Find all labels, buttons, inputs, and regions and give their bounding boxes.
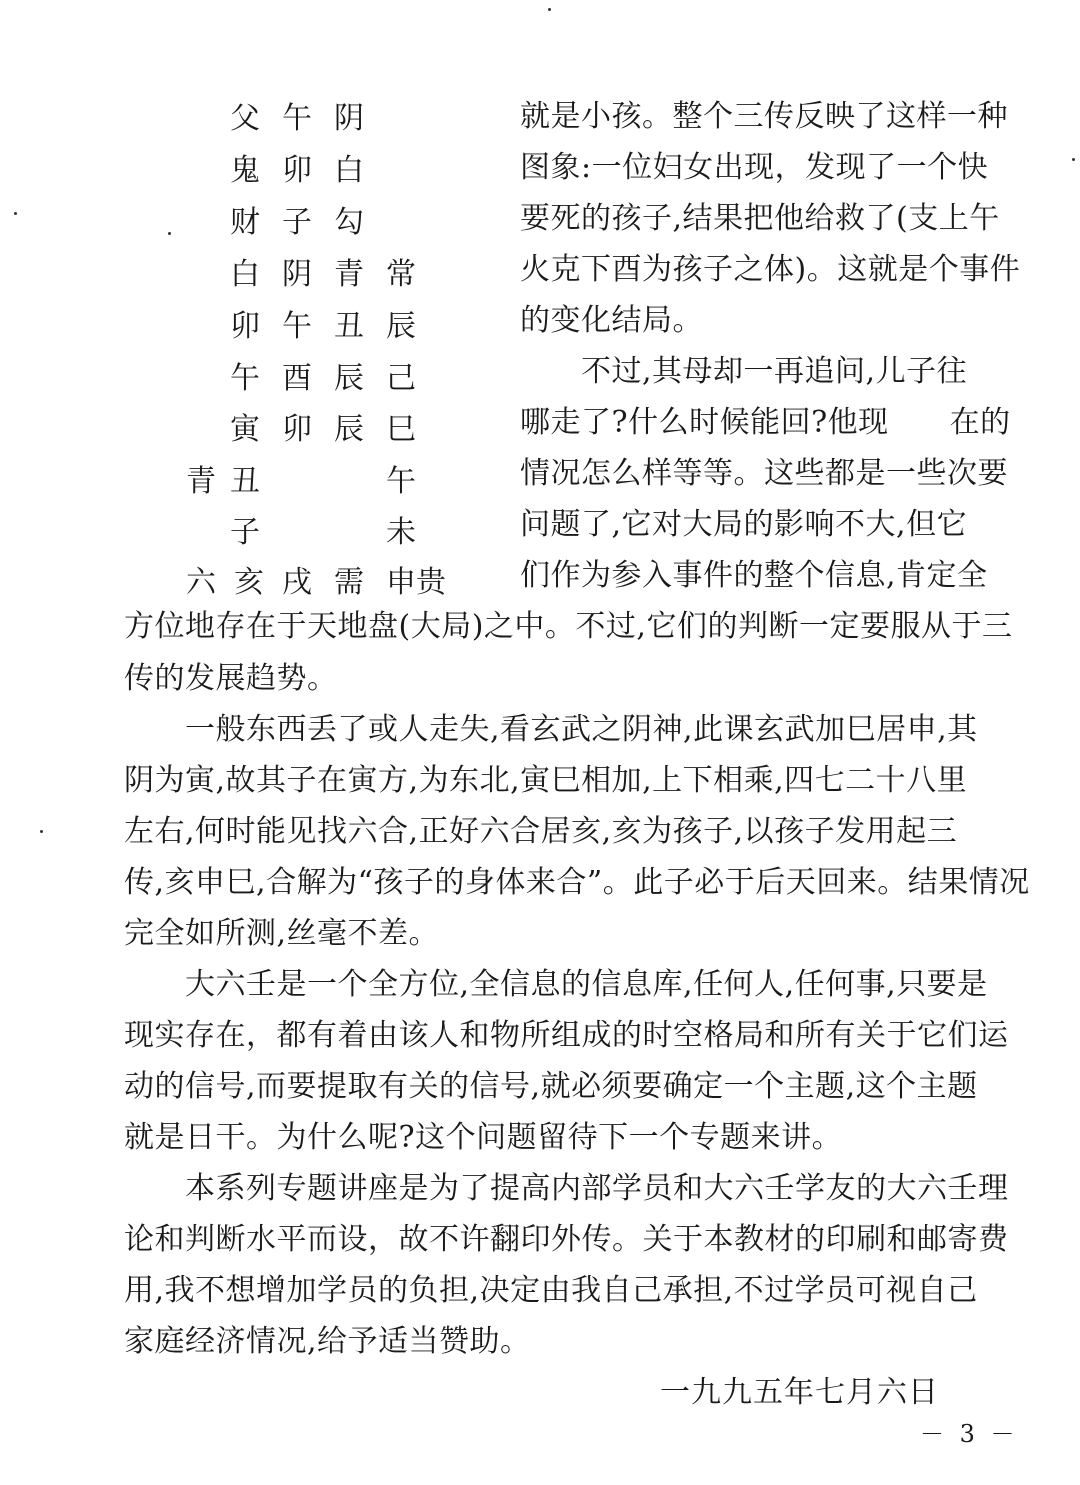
text-line: 动的信号,而要提取有关的信号,就必须要确定一个主题,这个主题 xyxy=(124,1069,978,1104)
table-cell: 己 xyxy=(386,361,416,396)
text-line: 大六壬是一个全方位,全信息的信息库,任何人,任何事,只要是 xyxy=(124,967,988,1002)
table-cell: 子 xyxy=(282,205,312,240)
plate-label: 需 xyxy=(334,565,364,600)
text-line: 情况怎么样等等。这些都是一些次要 xyxy=(520,456,1008,491)
text-line: 火克下酉为孩子之体)。这就是个事件 xyxy=(520,252,1021,287)
text-line: 哪走了?什么时候能回?他现 在的 xyxy=(520,405,1011,440)
scan-speck xyxy=(40,830,43,833)
text-line: 论和判断水平而设，故不许翻印外传。关于本教材的印刷和邮寄费 xyxy=(124,1222,1009,1257)
page-number: － 3 － xyxy=(920,1420,1019,1448)
table-cell: 寅 xyxy=(230,412,260,447)
text-line: 现实存在，都有着由该人和物所组成的时空格局和所有关于它们运 xyxy=(124,1018,1009,1053)
table-cell: 午 xyxy=(282,101,312,136)
table-cell: 勾 xyxy=(334,205,364,240)
table-cell: 阴 xyxy=(282,257,312,292)
table-cell: 卯 xyxy=(282,412,312,447)
table-cell: 巳 xyxy=(386,412,416,447)
table-cell: 酉 xyxy=(282,361,312,396)
text-line: 不过,其母却一再追问,儿子往 xyxy=(520,354,968,389)
text-line: 就是小孩。整个三传反映了这样一种 xyxy=(520,99,1008,134)
text-line: 方位地存在于天地盘(大局)之中。不过,它们的判断一定要服从于三 xyxy=(124,609,1013,644)
plate-label: 戌 xyxy=(282,565,312,600)
table-cell: 父 xyxy=(230,101,260,136)
plate-label: 未 xyxy=(386,515,416,550)
text-line: 阴为寅,故其子在寅方,为东北,寅巳相加,上下相乘,四七二十八里 xyxy=(124,763,968,798)
table-cell: 白 xyxy=(230,257,260,292)
table-cell: 卯 xyxy=(230,309,260,344)
text-line: 们作为参入事件的整个信息,肯定全 xyxy=(520,558,988,593)
text-line: 一般东西丢了或人走失,看玄武之阴神,此课玄武加巳居申,其 xyxy=(124,712,978,747)
plate-label: 青 xyxy=(186,464,216,499)
table-cell: 青 xyxy=(334,257,364,292)
table-cell: 鬼 xyxy=(230,153,260,188)
text-line: 左右,何时能见找六合,正好六合居亥,亥为孩子,以孩子发用起三 xyxy=(124,814,958,849)
table-cell: 辰 xyxy=(334,361,364,396)
text-line: 传的发展趋势。 xyxy=(124,661,338,696)
table-cell: 午 xyxy=(282,309,312,344)
table-cell: 阴 xyxy=(334,101,364,136)
document-date: 一九九五年七月六日 xyxy=(660,1375,939,1410)
text-line: 本系列专题讲座是为了提高内部学员和大六壬学友的大六壬理 xyxy=(124,1171,1009,1206)
plate-label: 六 xyxy=(186,565,216,600)
table-cell: 卯 xyxy=(282,153,312,188)
table-cell: 辰 xyxy=(386,309,416,344)
plate-label: 亥 xyxy=(234,565,264,600)
text-line: 的变化结局。 xyxy=(520,303,703,338)
text-line: 传,亥申巳,合解为“孩子的身体来合”。此子必于后天回来。结果情况 xyxy=(124,865,1030,900)
table-cell: 财 xyxy=(230,205,260,240)
table-cell: 常 xyxy=(386,257,416,292)
text-line: 用,我不想增加学员的负担,决定由我自己承担,不过学员可视自己 xyxy=(124,1273,978,1308)
text-line: 要死的孩子,结果把他给救了(支上午 xyxy=(520,201,1000,236)
table-cell: 白 xyxy=(334,153,364,188)
text-line: 家庭经济情况,给予适当赞助。 xyxy=(124,1324,531,1359)
plate-label: 子 xyxy=(230,515,260,550)
plate-label: 午 xyxy=(386,464,416,499)
plate-label: 申贵 xyxy=(386,565,446,600)
scan-speck xyxy=(1072,158,1075,161)
text-line: 问题了,它对大局的影响不大,但它 xyxy=(520,507,968,542)
text-line: 完全如所测,丝毫不差。 xyxy=(124,916,440,951)
plate-label: 丑 xyxy=(230,464,260,499)
scan-speck xyxy=(548,8,551,11)
table-cell: 辰 xyxy=(334,412,364,447)
table-cell: 午 xyxy=(230,361,260,396)
scan-speck xyxy=(14,212,17,215)
text-line: 图象:一位妇女出现，发现了一个快 xyxy=(520,150,989,185)
text-line: 就是日干。为什么呢?这个问题留待下一个专题来讲。 xyxy=(124,1120,843,1155)
table-cell: 丑 xyxy=(334,309,364,344)
scan-speck xyxy=(168,232,171,235)
